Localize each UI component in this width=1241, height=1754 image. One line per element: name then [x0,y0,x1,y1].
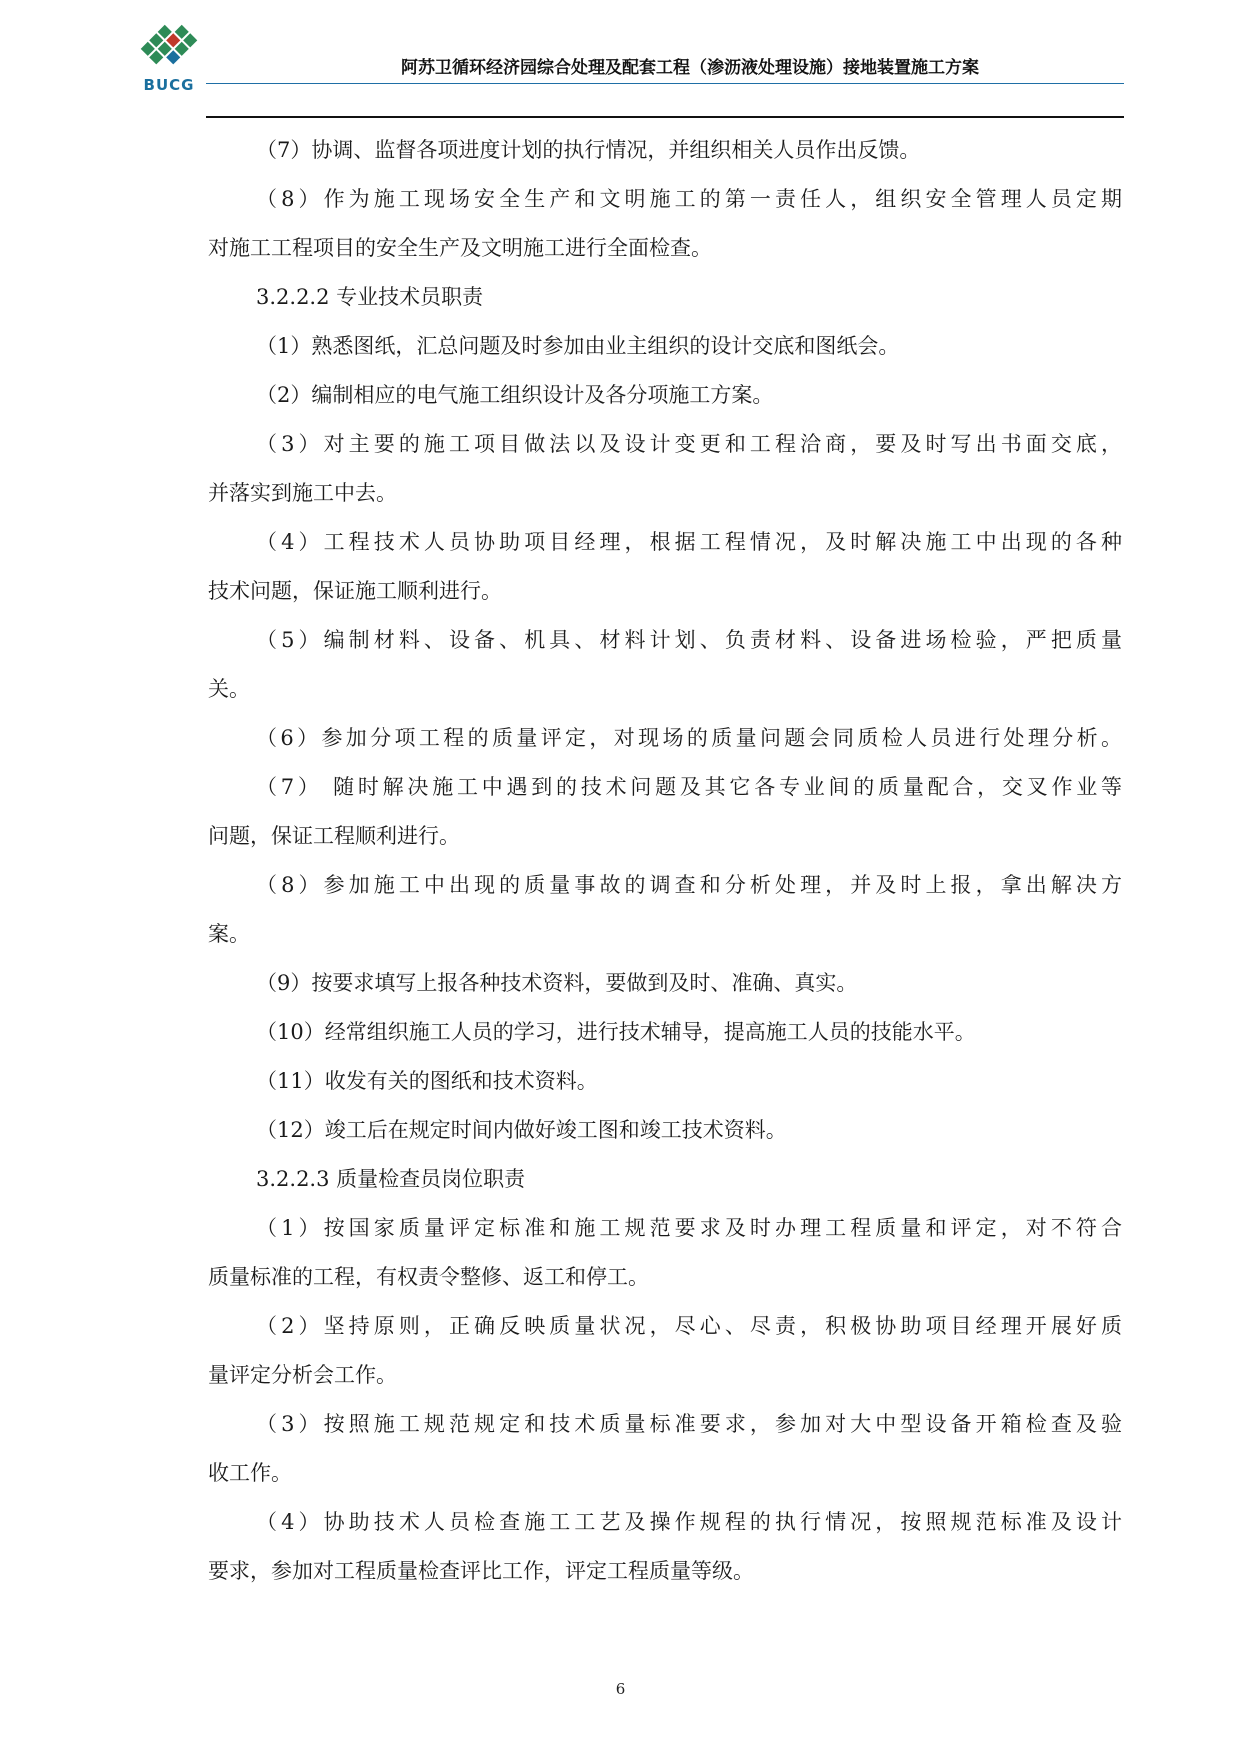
document-header-title: 阿苏卫循环经济园综合处理及配套工程（渗沥液处理设施）接地装置施工方案 [401,58,979,78]
body-line: （2）坚持原则，正确反映质量状况，尽心、尽责，积极协助项目经理开展好质 [256,1314,1122,1338]
body-line: 技术问题，保证施工顺利进行。 [208,579,502,603]
page-number: 6 [615,1680,626,1698]
body-line: 质量标准的工程，有权责令整修、返工和停工。 [208,1265,649,1289]
bucg-logo [138,16,200,98]
body-line: 量评定分析会工作。 [208,1363,397,1387]
body-line: 收工作。 [208,1461,292,1485]
body-line: （7）协调、监督各项进度计划的执行情况，并组织相关人员作出反馈。 [256,138,921,162]
body-line: 对施工工程项目的安全生产及文明施工进行全面检查。 [208,236,712,260]
body-line: 并落实到施工中去。 [208,481,397,505]
document-body [208,126,1122,1596]
body-line: （11）收发有关的图纸和技术资料。 [256,1069,598,1093]
section-heading: 3.2.2.3 质量检查员岗位职责 [256,1167,526,1191]
header-rule-blue [206,83,1124,84]
body-line: （1）熟悉图纸，汇总问题及时参加由业主组织的设计交底和图纸会。 [256,334,900,358]
body-line: （12）竣工后在规定时间内做好竣工图和竣工技术资料。 [256,1118,787,1142]
body-line: 案。 [208,922,250,946]
body-line: （3）对主要的施工项目做法以及设计变更和工程洽商，要及时写出书面交底， [256,432,1122,456]
body-line: （4）工程技术人员协助项目经理，根据工程情况，及时解决施工中出现的各种 [256,530,1122,554]
body-line: 关。 [208,677,250,701]
body-line: 问题，保证工程顺利进行。 [208,824,460,848]
body-line: （2）编制相应的电气施工组织设计及各分项施工方案。 [256,383,774,407]
body-line: （6）参加分项工程的质量评定，对现场的质量问题会同质检人员进行处理分析。 [256,726,1122,750]
body-line: （7） 随时解决施工中遇到的技术问题及其它各专业间的质量配合，交叉作业等 [256,775,1122,799]
body-line: （8）参加施工中出现的质量事故的调查和分析处理，并及时上报，拿出解决方 [256,873,1122,897]
body-line: （5）编制材料、设备、机具、材料计划、负责材料、设备进场检验，严把质量 [256,628,1122,652]
body-line: （3）按照施工规范规定和技术质量标准要求，参加对大中型设备开箱检查及验 [256,1412,1122,1436]
section-heading: 3.2.2.2 专业技术员职责 [256,285,484,309]
body-line: （4）协助技术人员检查施工工艺及操作规程的执行情况，按照规范标准及设计 [256,1510,1122,1534]
header-rule-black [206,116,1124,118]
body-line: 要求，参加对工程质量检查评比工作，评定工程质量等级。 [208,1559,754,1583]
body-line: （8）作为施工现场安全生产和文明施工的第一责任人，组织安全管理人员定期 [256,187,1122,211]
body-line: （1）按国家质量评定标准和施工规范要求及时办理工程质量和评定，对不符合 [256,1216,1122,1240]
logo-text: BUCG [143,76,195,94]
body-line: （10）经常组织施工人员的学习，进行技术辅导，提高施工人员的技能水平。 [256,1020,976,1044]
body-line: （9）按要求填写上报各种技术资料，要做到及时、准确、真实。 [256,971,858,995]
bucg-logo-icon [138,16,200,76]
